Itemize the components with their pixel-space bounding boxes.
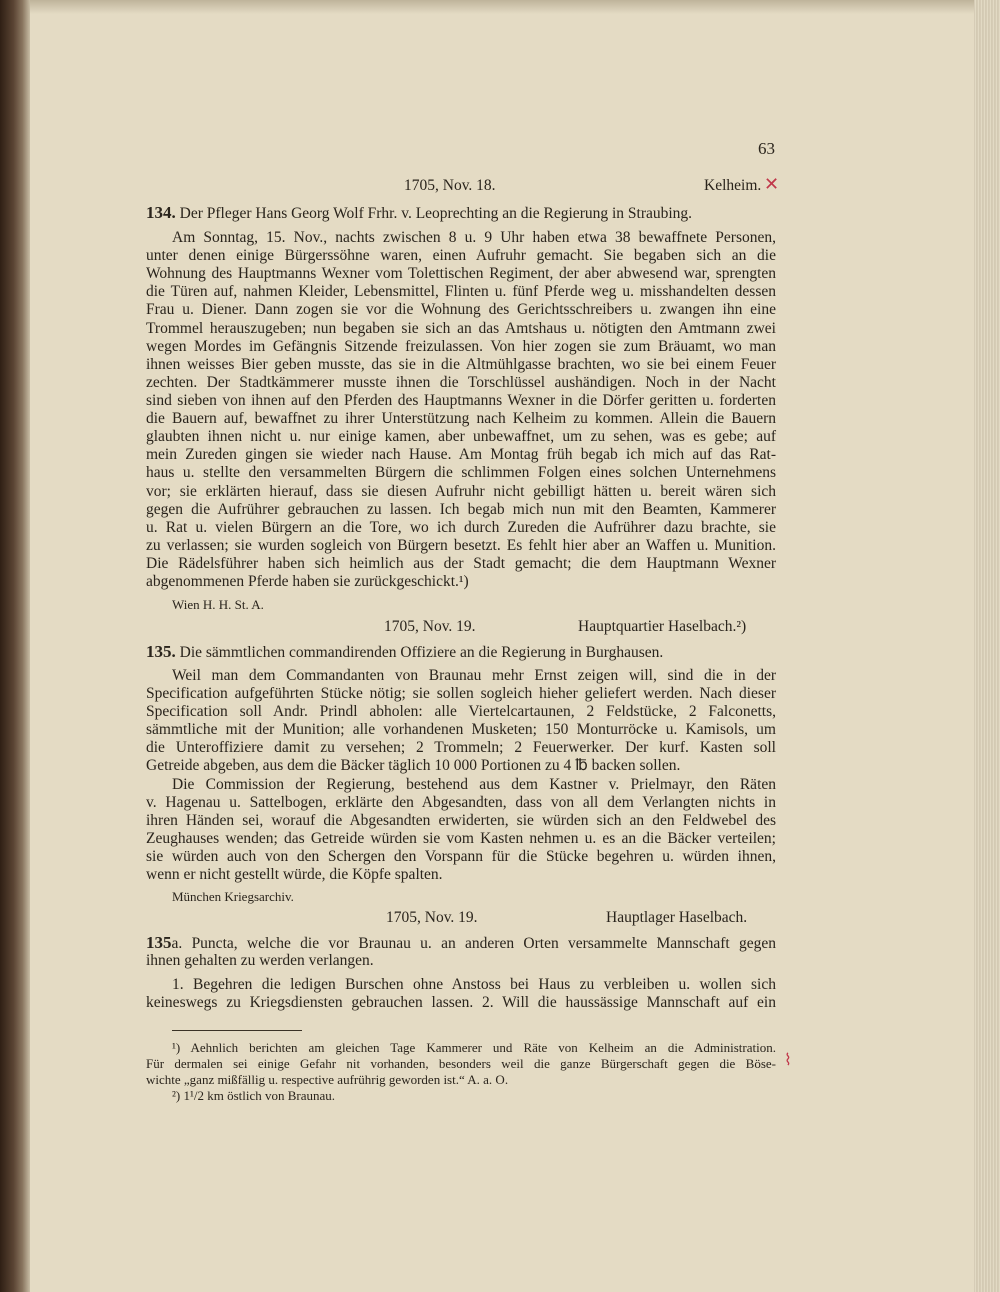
red-margin-mark-icon: ⌇ — [784, 1050, 792, 1069]
footnote-1-line: ¹) Aehnlich berichten am gleichen Tage Kammerer und Räte von Kelheim an die Administration. — [172, 1040, 776, 1055]
entry-134-line: Wohnung des Hauptmanns Wexner vom Tolettischen Regiment, der aber abwesend war, sprengten — [146, 265, 776, 282]
entry-135-line: sie würden auch von den Schergen den Vorspann für die Stücke begehren u. würden ihnen, — [146, 848, 776, 865]
entry-134-line: glaubten ihnen nicht u. nur einige kamen, aber unbewaffnet, um zu sehen, was es gebe; auf — [146, 428, 776, 445]
entry-135-place: Hauptquartier Haselbach.²) — [578, 618, 747, 635]
footnote-1-line: wichte „ganz mißfällig u. respective aufrührig geworden ist.“ A. a. O. — [146, 1072, 509, 1087]
entry-135a-title: a. Puncta, welche die vor Braunau u. an anderen Orten versammelte Mannschaft gegen — [171, 935, 776, 952]
entry-134-line: Frau u. Diener. Dann zogen sie vor die Wohnung des Gerichtsschreibers u. zwangen ihn eine — [146, 301, 776, 318]
entry-135-date: 1705, Nov. 19. — [384, 618, 476, 635]
entry-135a-heading — [146, 934, 776, 953]
entry-134-line: zechten. Der Stadtkämmerer musste ihnen die Torschlüssel aushändigen. Noch in der Nacht — [146, 374, 776, 391]
entry-134-line: sind sieben von ihnen auf den Pferden des Hauptmanns Wexner in die Dörfer geritten u. forderten — [146, 392, 776, 409]
entry-135-line: Specification soll Andr. Prindl abholen: alle Viertelcartaunen, 2 Feldstücke, 2 Falconetts, — [146, 703, 776, 720]
entry-134-line: abgenommenen Pferde haben sie zurückgeschickt.¹) — [146, 573, 469, 590]
footnote-1-line: Für dermalen sei einige Gefahr nit vorhanden, besonders weil die ganze Bürgerschaft gegen die Böse- — [146, 1056, 776, 1071]
entry-135-heading — [146, 643, 663, 662]
entry-135-line: ihren Händen sei, worauf die Abgesandten erwiderten, sie würden sich an den Feldwebel des — [146, 812, 776, 829]
entry-134-line: mein Zureden gingen sie wieder nach Hause. Am Montag früh begab ich mich auf das Rat- — [146, 446, 776, 463]
entry-134-place: Kelheim. — [704, 177, 762, 194]
entry-135-line: Specification aufgeführten Stücke nötig; sie sollen sogleich hieher geliefert werden. Nach dieser — [146, 685, 776, 702]
entry-135-title: Die sämmtlichen commandirenden Offiziere an die Regierung in Burghausen. — [179, 644, 664, 661]
footnote-2: ²) 1¹/2 km östlich von Braunau. — [172, 1088, 336, 1103]
entry-135-line: Die Commission der Regierung, bestehend aus dem Kastner v. Prielmayr, den Räten — [172, 776, 776, 793]
entry-134-line: die Türen auf, nahmen Kleider, Lebensmittel, Flinten u. fünf Pferde weg u. misshandelten dessen — [146, 283, 776, 300]
red-cross-mark-icon: ✕ — [764, 174, 780, 195]
entry-135-line: sämmtliche mit der Munition; alle vorhandenen Musketen; 150 Monturröcke u. Kamisols, um — [146, 721, 776, 738]
entry-134-date: 1705, Nov. 18. — [404, 177, 496, 194]
entry-134-source: Wien H. H. St. A. — [172, 597, 264, 612]
entry-135-line: Zeughauses wenden; das Getreide würden sie vom Kasten nehmen u. es an die Bäcker verteilen; — [146, 830, 776, 847]
entry-134-line: u. Rat u. vielen Bürgern an die Tore, wo ich durch Zureden die Aufrührer dazu brachte, sie — [146, 519, 776, 536]
entry-134-line: gegen die Aufrührer gebrauchen zu lassen. Ich begab mich nun mit den Beamten, Kammerer — [146, 501, 776, 518]
entry-135a-place: Hauptlager Haselbach. — [606, 909, 748, 926]
entry-135-source: München Kriegsarchiv. — [172, 889, 294, 904]
page-top-edge — [30, 0, 974, 14]
page-fore-edge — [974, 0, 1000, 1292]
entry-134-line: ihnen weisses Bier geben musste, das sie in die Altmühlgasse brachten, wo sie bei einem Feuer — [146, 356, 776, 373]
entry-134-line: wegen Mordes im Gefängnis Sitzende freizulassen. Von hier zogen sie zum Bräuamt, wo man — [146, 338, 776, 355]
entry-134-line: unter denen einige Bürgerssöhne waren, einen Aufruhr gemacht. Sie begaben sich an die — [146, 247, 776, 264]
entry-135-line: Getreide abgeben, aus dem die Bäcker täglich 10 000 Portionen zu 4 ℔ backen sollen. — [146, 757, 681, 774]
entry-135a-line: 1. Begehren die ledigen Burschen ohne Anstoss bei Haus zu verbleiben u. wollen sich — [172, 976, 776, 993]
page-number: 63 — [758, 139, 775, 158]
entry-134-line: vor; sie erklärten hierauf, dass sie diesen Aufruhr nicht gebilligt hätten u. bereit wären sich — [146, 483, 776, 500]
entry-134-line: Trommel herauszugeben; nun begaben sie sich an das Amtshaus u. nötigten den Amtmann zwei — [146, 320, 776, 337]
entry-135a-date: 1705, Nov. 19. — [386, 909, 478, 926]
entry-135-line: Weil man dem Commandanten von Braunau mehr Ernst zeigen will, sind die in der — [172, 667, 776, 684]
entry-135a-line: keineswegs zu Kriegsdiensten gebrauchen lassen. 2. Will die haussässige Mannschaft auf ein — [146, 994, 776, 1011]
entry-134-line: die Bauern auf, bewaffnet zu ihrer Unterstützung nach Kelheim zu kommen. Allein die Bauern — [146, 410, 776, 427]
book-binding — [0, 0, 30, 1292]
footnote-rule — [172, 1030, 302, 1031]
entry-135a-number: 135 — [146, 933, 172, 952]
entry-134-line: haus u. stellte den versammelten Bürgern die schlimmen Folgen eines solchen Unternehmens — [146, 464, 776, 481]
entry-135-number: 135. — [146, 642, 176, 661]
entry-134-line: zu verlassen; sie wurden sogleich von Bürgern besetzt. Es fehlt hier aber an Waffen u. Munition. — [146, 537, 776, 554]
entry-134-title: Der Pfleger Hans Georg Wolf Frhr. v. Leoprechting an die Regierung in Straubing. — [179, 205, 693, 222]
entry-134-line: Die Rädelsführer haben sich heimlich aus der Stadt gemacht; die dem Hauptmann Wexner — [146, 555, 776, 572]
entry-135a-title-line2: ihnen gehalten zu werden verlangen. — [146, 952, 374, 969]
entry-135-line: wenn er nicht gestellt würde, die Köpfe spalten. — [146, 866, 443, 883]
entry-135-line: v. Hagenau u. Sattelbogen, erklärte den Abgesandten, dass von all dem Verlangten nichts in — [146, 794, 776, 811]
entry-135-line: die Unteroffiziere damit zu versehen; 2 Trommeln; 2 Feuerwerker. Der kurf. Kasten soll — [146, 739, 776, 756]
entry-134-number: 134. — [146, 203, 176, 222]
entry-134-line: Am Sonntag, 15. Nov., nachts zwischen 8 u. 9 Uhr haben etwa 38 bewaffnete Personen, — [172, 229, 776, 246]
entry-134-heading — [146, 204, 776, 223]
